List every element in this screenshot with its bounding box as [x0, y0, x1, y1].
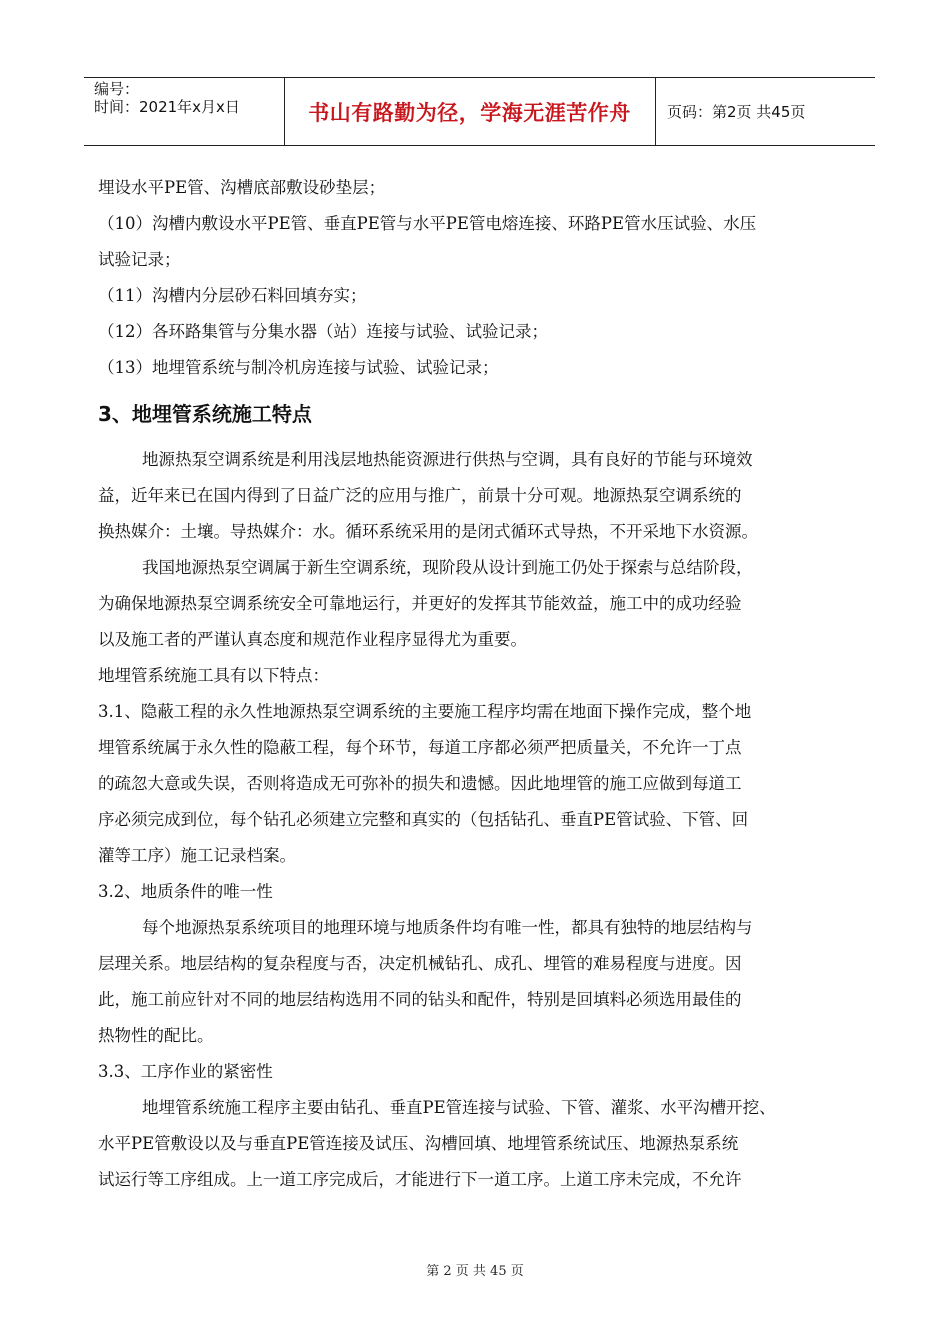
header-meta: [94, 80, 290, 116]
paragraph-line: 地埋管系统施工程序主要由钻孔、垂直PE管连接与试验、下管、灌浆、水平沟槽开挖、: [142, 1098, 776, 1117]
body-line: （12）各环路集管与分集水器（站）连接与试验、试验记录；: [98, 322, 548, 341]
paragraph-line: 为确保地源热泵空调系统安全可靠地运行，并更好的发挥其节能效益，施工中的成功经验: [98, 594, 742, 613]
body-line: （11）沟槽内分层砂石料回填夯实；: [98, 286, 367, 305]
document-time-label: 时间：2021年x月x日: [94, 98, 240, 116]
paragraph-line: 我国地源热泵空调属于新生空调系统，现阶段从设计到施工仍处于探索与总结阶段，: [142, 558, 753, 577]
paragraph-line: 益，近年来已在国内得到了日益广泛的应用与推广，前景十分可观。地源热泵空调系统的: [98, 486, 742, 505]
header-page-info: 页码：第2页 共45页: [667, 103, 806, 121]
paragraph-line: 埋管系统属于永久性的隐蔽工程，每个环节，每道工序都必须严把质量关，不允许一丁点: [98, 738, 742, 757]
paragraph-line: 的疏忽大意或失误，否则将造成无可弥补的损失和遗憾。因此地埋管的施工应做到每道工: [98, 774, 742, 793]
document-body: [98, 170, 868, 1198]
paragraph-line: 水平PE管敷设以及与垂直PE管连接及试压、沟槽回填、地埋管系统试压、地源热泵系统: [98, 1134, 739, 1153]
header-divider: [655, 78, 656, 145]
page-footer: 第 2 页 共 45 页: [426, 1264, 524, 1279]
paragraph-line: 地源热泵空调系统是利用浅层地热能资源进行供热与空调，具有良好的节能与环境效: [142, 450, 753, 469]
page-header: [84, 77, 875, 146]
paragraph-line: 以及施工者的严谨认真态度和规范作业程序显得尤为重要。: [98, 630, 527, 649]
paragraph-line: 3.1、隐蔽工程的永久性地源热泵空调系统的主要施工程序均需在地面下操作完成，整个地: [98, 702, 752, 721]
paragraph-line: 每个地源热泵系统项目的地理环境与地质条件均有唯一性，都具有独特的地层结构与: [142, 918, 753, 937]
paragraph-line: 试运行等工序组成。上一道工序完成后，才能进行下一道工序。上道工序未完成，不允许: [98, 1170, 742, 1189]
section-heading: 3、地埋管系统施工特点: [98, 402, 312, 426]
paragraph-line: 换热媒介：土壤。导热媒介：水。循环系统采用的是闭式循环式导热，不开采地下水资源。: [98, 522, 758, 541]
body-line: 试验记录；: [98, 250, 181, 269]
paragraph-line: 灌等工序）施工记录档案。: [98, 846, 296, 865]
body-line: （13）地埋管系统与制冷机房连接与试验、试验记录；: [98, 358, 499, 377]
body-line: （10）沟槽内敷设水平PE管、垂直PE管与水平PE管电熔连接、环路PE管水压试验、水压: [98, 214, 757, 233]
paragraph-line: 序必须完成到位，每个钻孔必须建立完整和真实的（包括钻孔、垂直PE管试验、下管、回: [98, 810, 749, 829]
paragraph-line: 热物性的配比。: [98, 1026, 214, 1045]
paragraph-line: 层理关系。地层结构的复杂程度与否，决定机械钻孔、成孔、埋管的难易程度与进度。因: [98, 954, 742, 973]
paragraph-line: 此，施工前应针对不同的地层结构选用不同的钻头和配件，特别是回填料必须选用最佳的: [98, 990, 742, 1009]
header-motto: 书山有路勤为径，学海无涯苦作舟: [308, 100, 631, 125]
document-number-label: 编号：: [94, 80, 140, 98]
subheading: 3.2、地质条件的唯一性: [98, 882, 273, 901]
features-intro: 地埋管系统施工具有以下特点：: [98, 666, 329, 685]
body-line: 埋设水平PE管、沟槽底部敷设砂垫层；: [98, 178, 386, 197]
subheading: 3.3、工序作业的紧密性: [98, 1062, 273, 1081]
